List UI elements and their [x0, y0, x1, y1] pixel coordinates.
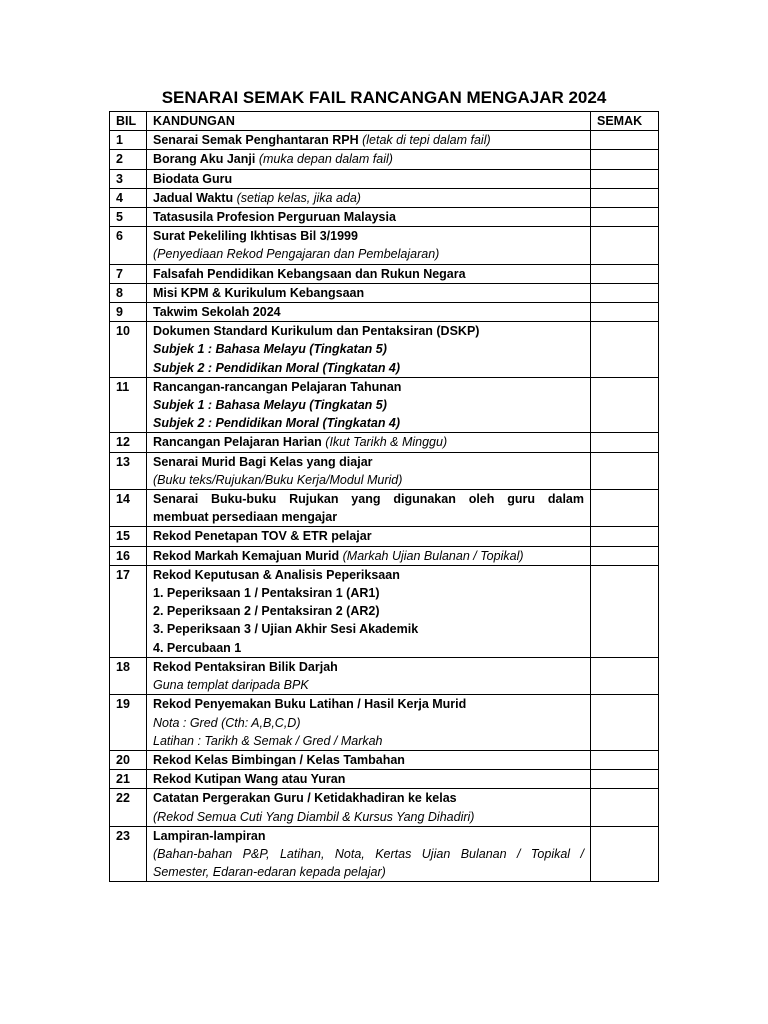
row-number: 12	[110, 433, 147, 452]
content-line	[153, 620, 584, 638]
check-cell[interactable]	[591, 695, 659, 751]
content-note: (Ikut Tarikh & Minggu)	[325, 435, 448, 450]
content-line	[153, 732, 584, 750]
content-text: Catatan Pergerakan Guru / Ketidakhadiran ke kelas	[153, 791, 457, 806]
table-row	[110, 322, 659, 378]
check-cell[interactable]	[591, 169, 659, 188]
checklist-body	[110, 131, 659, 882]
check-cell[interactable]	[591, 208, 659, 227]
content-text: Rekod Pentaksiran Bilik Darjah	[153, 659, 338, 674]
content-line	[153, 340, 584, 358]
header-semak: SEMAK	[591, 112, 659, 131]
content-note: (muka depan dalam fail)	[258, 152, 393, 167]
content-line	[153, 695, 584, 713]
row-content	[147, 546, 591, 565]
checklist-table	[109, 111, 659, 882]
content-line	[153, 789, 584, 807]
row-number: 14	[110, 490, 147, 527]
row-number: 23	[110, 826, 147, 882]
content-line	[153, 414, 584, 432]
content-note: (Penyediaan Rekod Pengajaran dan Pembelajaran)	[153, 247, 440, 262]
content-line	[153, 189, 584, 207]
row-number: 17	[110, 565, 147, 657]
table-row	[110, 546, 659, 565]
content-line	[153, 150, 584, 168]
check-cell[interactable]	[591, 131, 659, 150]
content-text: Biodata Guru	[153, 171, 233, 186]
check-cell[interactable]	[591, 750, 659, 769]
check-cell[interactable]	[591, 657, 659, 694]
content-text: Misi KPM & Kurikulum Kebangsaan	[153, 285, 365, 300]
content-note: (Rekod Semua Cuti Yang Diambil & Kursus Yang Dihadiri)	[153, 809, 475, 824]
table-row	[110, 452, 659, 489]
content-text: Dokumen Standard Kurikulum dan Pentaksiran (DSKP)	[153, 324, 480, 339]
row-number: 2	[110, 150, 147, 169]
content-line	[153, 566, 584, 584]
row-number: 6	[110, 227, 147, 264]
row-number: 20	[110, 750, 147, 769]
content-note: (letak di tepi dalam fail)	[362, 133, 491, 148]
content-note: (Markah Ujian Bulanan / Topikal)	[342, 548, 524, 563]
content-line	[153, 378, 584, 396]
content-line	[153, 322, 584, 340]
content-text: membuat persediaan mengajar	[153, 510, 338, 525]
content-text: Rekod Penetapan TOV & ETR pelajar	[153, 529, 372, 544]
content-text: Rekod Penyemakan Buku Latihan / Hasil Kerja Murid	[153, 697, 467, 712]
row-number: 22	[110, 789, 147, 826]
content-line	[153, 396, 584, 414]
content-text: Surat Pekeliling Ikhtisas Bil 3/1999	[153, 229, 358, 244]
content-text: Rekod Kelas Bimbingan / Kelas Tambahan	[153, 752, 405, 767]
content-text: Rancangan Pelajaran Harian	[153, 435, 326, 450]
check-cell[interactable]	[591, 303, 659, 322]
row-number: 11	[110, 377, 147, 433]
check-cell[interactable]	[591, 377, 659, 433]
row-content	[147, 208, 591, 227]
content-line	[153, 227, 584, 245]
content-line	[153, 714, 584, 732]
content-note: (setiap kelas, jika ada)	[236, 190, 361, 205]
check-cell[interactable]	[591, 546, 659, 565]
check-cell[interactable]	[591, 150, 659, 169]
content-line	[153, 490, 584, 508]
row-number: 15	[110, 527, 147, 546]
content-note: Latihan : Tarikh & Semak / Gred / Markah	[153, 733, 383, 748]
check-cell[interactable]	[591, 490, 659, 527]
table-row	[110, 789, 659, 826]
row-number: 8	[110, 283, 147, 302]
row-number: 5	[110, 208, 147, 227]
table-row	[110, 826, 659, 882]
check-cell[interactable]	[591, 264, 659, 283]
row-content	[147, 657, 591, 694]
row-content	[147, 283, 591, 302]
table-row	[110, 303, 659, 322]
content-note: Nota : Gred (Cth: A,B,C,D)	[153, 715, 301, 730]
content-text: Subjek 2 : Pendidikan Moral (Tingkatan 4)	[153, 416, 401, 431]
content-line	[153, 453, 584, 471]
table-row	[110, 377, 659, 433]
content-line	[153, 471, 584, 489]
row-number: 10	[110, 322, 147, 378]
check-cell[interactable]	[591, 227, 659, 264]
row-content	[147, 150, 591, 169]
content-note: Guna templat daripada BPK	[153, 678, 309, 693]
content-text: Subjek 1 : Bahasa Melayu (Tingkatan 5)	[153, 398, 387, 413]
content-line	[153, 547, 584, 565]
table-row	[110, 527, 659, 546]
content-text: Senarai Buku-buku Rujukan yang digunakan oleh guru dalam	[153, 492, 584, 507]
row-content	[147, 490, 591, 527]
header-bil: BIL	[110, 112, 147, 131]
content-text: Tatasusila Profesion Perguruan Malaysia	[153, 210, 396, 225]
content-line	[153, 265, 584, 283]
table-row	[110, 433, 659, 452]
content-text: Takwim Sekolah 2024	[153, 305, 281, 320]
row-content	[147, 188, 591, 207]
check-cell[interactable]	[591, 565, 659, 657]
check-cell[interactable]	[591, 188, 659, 207]
table-row	[110, 131, 659, 150]
table-row	[110, 227, 659, 264]
content-text: 4. Percubaan 1	[153, 640, 242, 655]
document-title: SENARAI SEMAK FAIL RANCANGAN MENGAJAR 2024	[161, 88, 607, 107]
content-line	[153, 433, 584, 451]
content-line	[153, 602, 584, 620]
table-row	[110, 770, 659, 789]
row-content	[147, 789, 591, 826]
row-content	[147, 227, 591, 264]
content-note: (Buku teks/Rujukan/Buku Kerja/Modul Murid)	[153, 472, 403, 487]
row-content	[147, 826, 591, 882]
row-content	[147, 264, 591, 283]
table-row	[110, 750, 659, 769]
content-text: 2. Peperiksaan 2 / Pentaksiran 2 (AR2)	[153, 604, 380, 619]
check-cell[interactable]	[591, 826, 659, 882]
table-header-row	[110, 112, 659, 131]
content-line	[153, 845, 584, 863]
row-number: 16	[110, 546, 147, 565]
row-number: 4	[110, 188, 147, 207]
content-line	[153, 359, 584, 377]
row-content	[147, 452, 591, 489]
row-number: 13	[110, 452, 147, 489]
content-line	[153, 676, 584, 694]
content-text: Rekod Kutipan Wang atau Yuran	[153, 772, 346, 787]
row-number: 1	[110, 131, 147, 150]
check-cell[interactable]	[591, 789, 659, 826]
table-row	[110, 657, 659, 694]
row-content	[147, 303, 591, 322]
content-text: Senarai Murid Bagi Kelas yang diajar	[153, 454, 373, 469]
row-content	[147, 169, 591, 188]
row-content	[147, 377, 591, 433]
content-line	[153, 284, 584, 302]
check-cell[interactable]	[591, 322, 659, 378]
content-text: Lampiran-lampiran	[153, 828, 266, 843]
row-number: 7	[110, 264, 147, 283]
content-line	[153, 527, 584, 545]
content-line	[153, 639, 584, 657]
table-row	[110, 565, 659, 657]
row-number: 18	[110, 657, 147, 694]
table-row	[110, 695, 659, 751]
row-content	[147, 750, 591, 769]
content-line	[153, 827, 584, 845]
table-row	[110, 490, 659, 527]
table-row	[110, 188, 659, 207]
content-note: Semester, Edaran-edaran kepada pelajar)	[153, 865, 386, 880]
content-text: Subjek 1 : Bahasa Melayu (Tingkatan 5)	[153, 342, 387, 357]
content-text: Jadual Waktu	[153, 190, 237, 205]
row-number: 19	[110, 695, 147, 751]
row-number: 9	[110, 303, 147, 322]
content-line	[153, 584, 584, 602]
content-line	[153, 131, 584, 149]
content-line	[153, 303, 584, 321]
table-row	[110, 264, 659, 283]
content-text: Falsafah Pendidikan Kebangsaan dan Rukun Negara	[153, 266, 466, 281]
content-text: 1. Peperiksaan 1 / Pentaksiran 1 (AR1)	[153, 586, 380, 601]
content-note: (Bahan-bahan P&P, Latihan, Nota, Kertas Ujian Bulanan / Topikal /	[153, 846, 584, 861]
check-cell[interactable]	[591, 770, 659, 789]
row-content	[147, 770, 591, 789]
row-number: 21	[110, 770, 147, 789]
content-text: Rekod Keputusan & Analisis Peperiksaan	[153, 567, 400, 582]
header-kandungan: KANDUNGAN	[147, 112, 591, 131]
check-cell[interactable]	[591, 433, 659, 452]
content-line	[153, 245, 584, 263]
check-cell[interactable]	[591, 527, 659, 546]
table-row	[110, 208, 659, 227]
content-text: Rancangan-rancangan Pelajaran Tahunan	[153, 379, 402, 394]
table-row	[110, 169, 659, 188]
row-content	[147, 565, 591, 657]
content-line	[153, 751, 584, 769]
content-line	[153, 658, 584, 676]
content-text: Borang Aku Janji	[153, 152, 259, 167]
content-line	[153, 863, 584, 881]
table-row	[110, 150, 659, 169]
content-line	[153, 808, 584, 826]
content-line	[153, 208, 584, 226]
content-line	[153, 770, 584, 788]
content-text: Rekod Markah Kemajuan Murid	[153, 548, 343, 563]
row-content	[147, 131, 591, 150]
row-content	[147, 527, 591, 546]
check-cell[interactable]	[591, 283, 659, 302]
table-row	[110, 283, 659, 302]
row-content	[147, 322, 591, 378]
row-number: 3	[110, 169, 147, 188]
row-content	[147, 433, 591, 452]
content-text: 3. Peperiksaan 3 / Ujian Akhir Sesi Akademik	[153, 622, 419, 637]
content-line	[153, 170, 584, 188]
check-cell[interactable]	[591, 452, 659, 489]
content-line	[153, 508, 584, 526]
row-content	[147, 695, 591, 751]
content-text: Subjek 2 : Pendidikan Moral (Tingkatan 4)	[153, 360, 401, 375]
content-text: Senarai Semak Penghantaran RPH	[153, 133, 363, 148]
